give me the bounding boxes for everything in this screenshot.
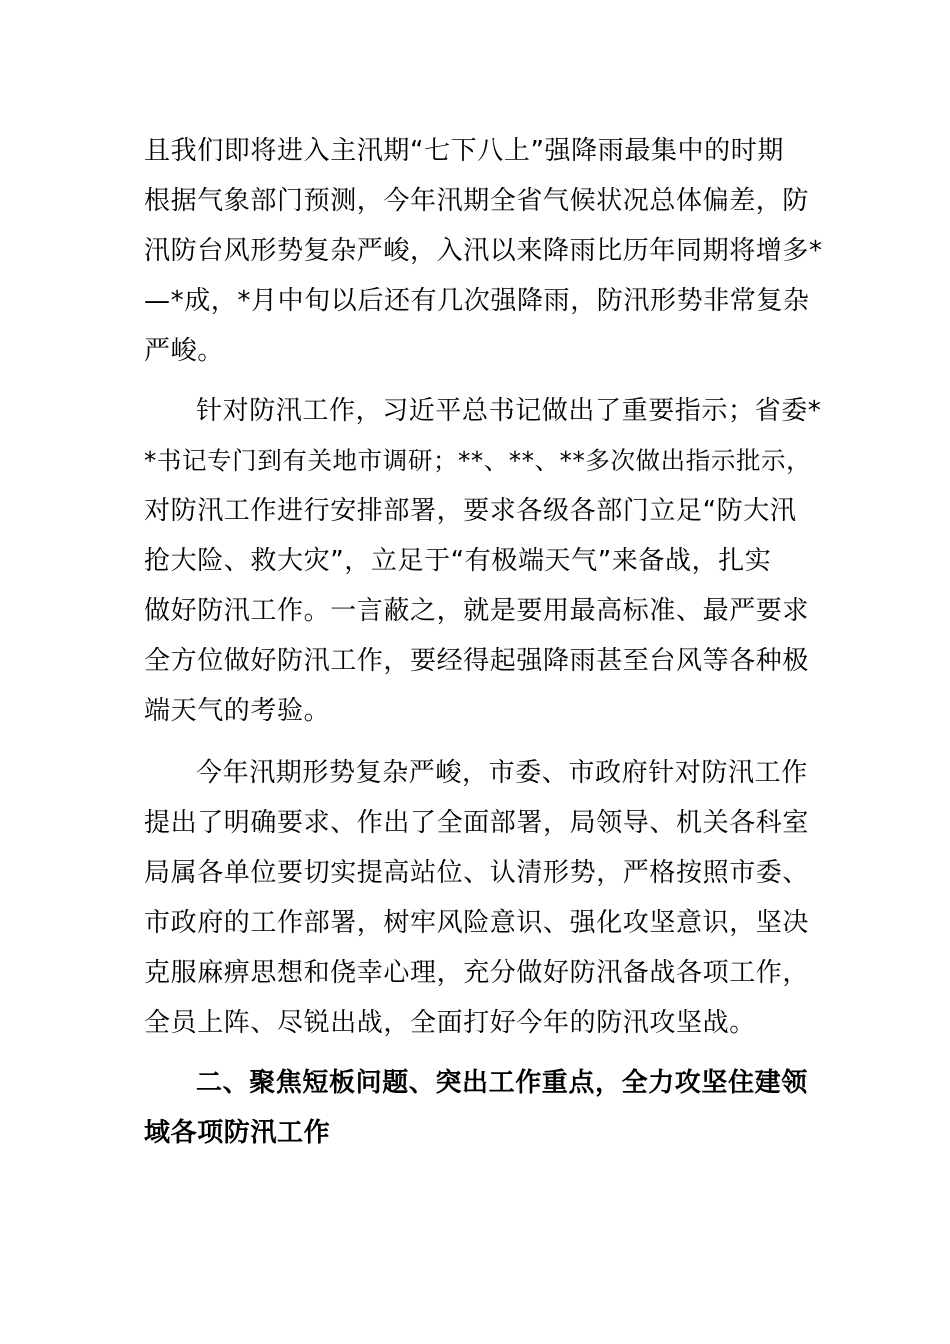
paragraph-2-line-6: 全方位做好防汛工作，要经得起强降雨甚至台风等各种极 [144,646,810,676]
paragraph-3-line-1: 今年汛期形势复杂严峻，市委、市政府针对防汛工作 [196,758,808,788]
paragraph-3-line-5: 克服麻痹思想和侥幸心理，充分做好防汛备战各项工作， [144,958,810,988]
paragraph-1-line-4: —*成，*月中旬以后还有几次强降雨，防汛形势非常复杂 [144,286,810,316]
section-heading-line-1: 二、聚焦短板问题、突出工作重点，全力攻坚住建领 [196,1068,808,1098]
paragraph-3-line-2: 提出了明确要求、作出了全面部署，局领导、机关各科室 [144,808,810,838]
paragraph-3-line-3: 局属各单位要切实提高站位、认清形势，严格按照市委、 [144,858,810,888]
paragraph-3-line-6: 全员上阵、尽锐出战，全面打好今年的防汛攻坚战。 [144,1008,756,1038]
paragraph-2-line-5: 做好防汛工作。一言蔽之，就是要用最高标准、最严要求 [144,596,810,626]
paragraph-2-line-7: 端天气的考验。 [144,696,331,726]
paragraph-2-line-2: *书记专门到有关地市调研；**、**、**多次做出指示批示， [144,446,812,475]
paragraph-1-line-5: 严峻。 [144,336,224,366]
paragraph-1-line-3: 汛防台风形势复杂严峻，入汛以来降雨比历年同期将增多* [144,236,823,266]
paragraph-2-line-4: 抢大险、救大灾”，立足于“有极端天气”来备战，扎实 [144,546,772,576]
paragraph-1-line-2: 根据气象部门预测，今年汛期全省气候状况总体偏差，防 [144,186,810,216]
paragraph-1-line-1: 且我们即将进入主汛期“七下八上”强降雨最集中的时期 [144,136,784,166]
paragraph-2-line-3: 对防汛工作进行安排部署，要求各级各部门立足“防大汛 [144,496,797,526]
paragraph-3-line-4: 市政府的工作部署，树牢风险意识、强化攻坚意识，坚决 [144,908,810,938]
section-heading-line-2: 域各项防汛工作 [144,1118,331,1148]
paragraph-2-line-1: 针对防汛工作，习近平总书记做出了重要指示；省委* [196,396,822,426]
